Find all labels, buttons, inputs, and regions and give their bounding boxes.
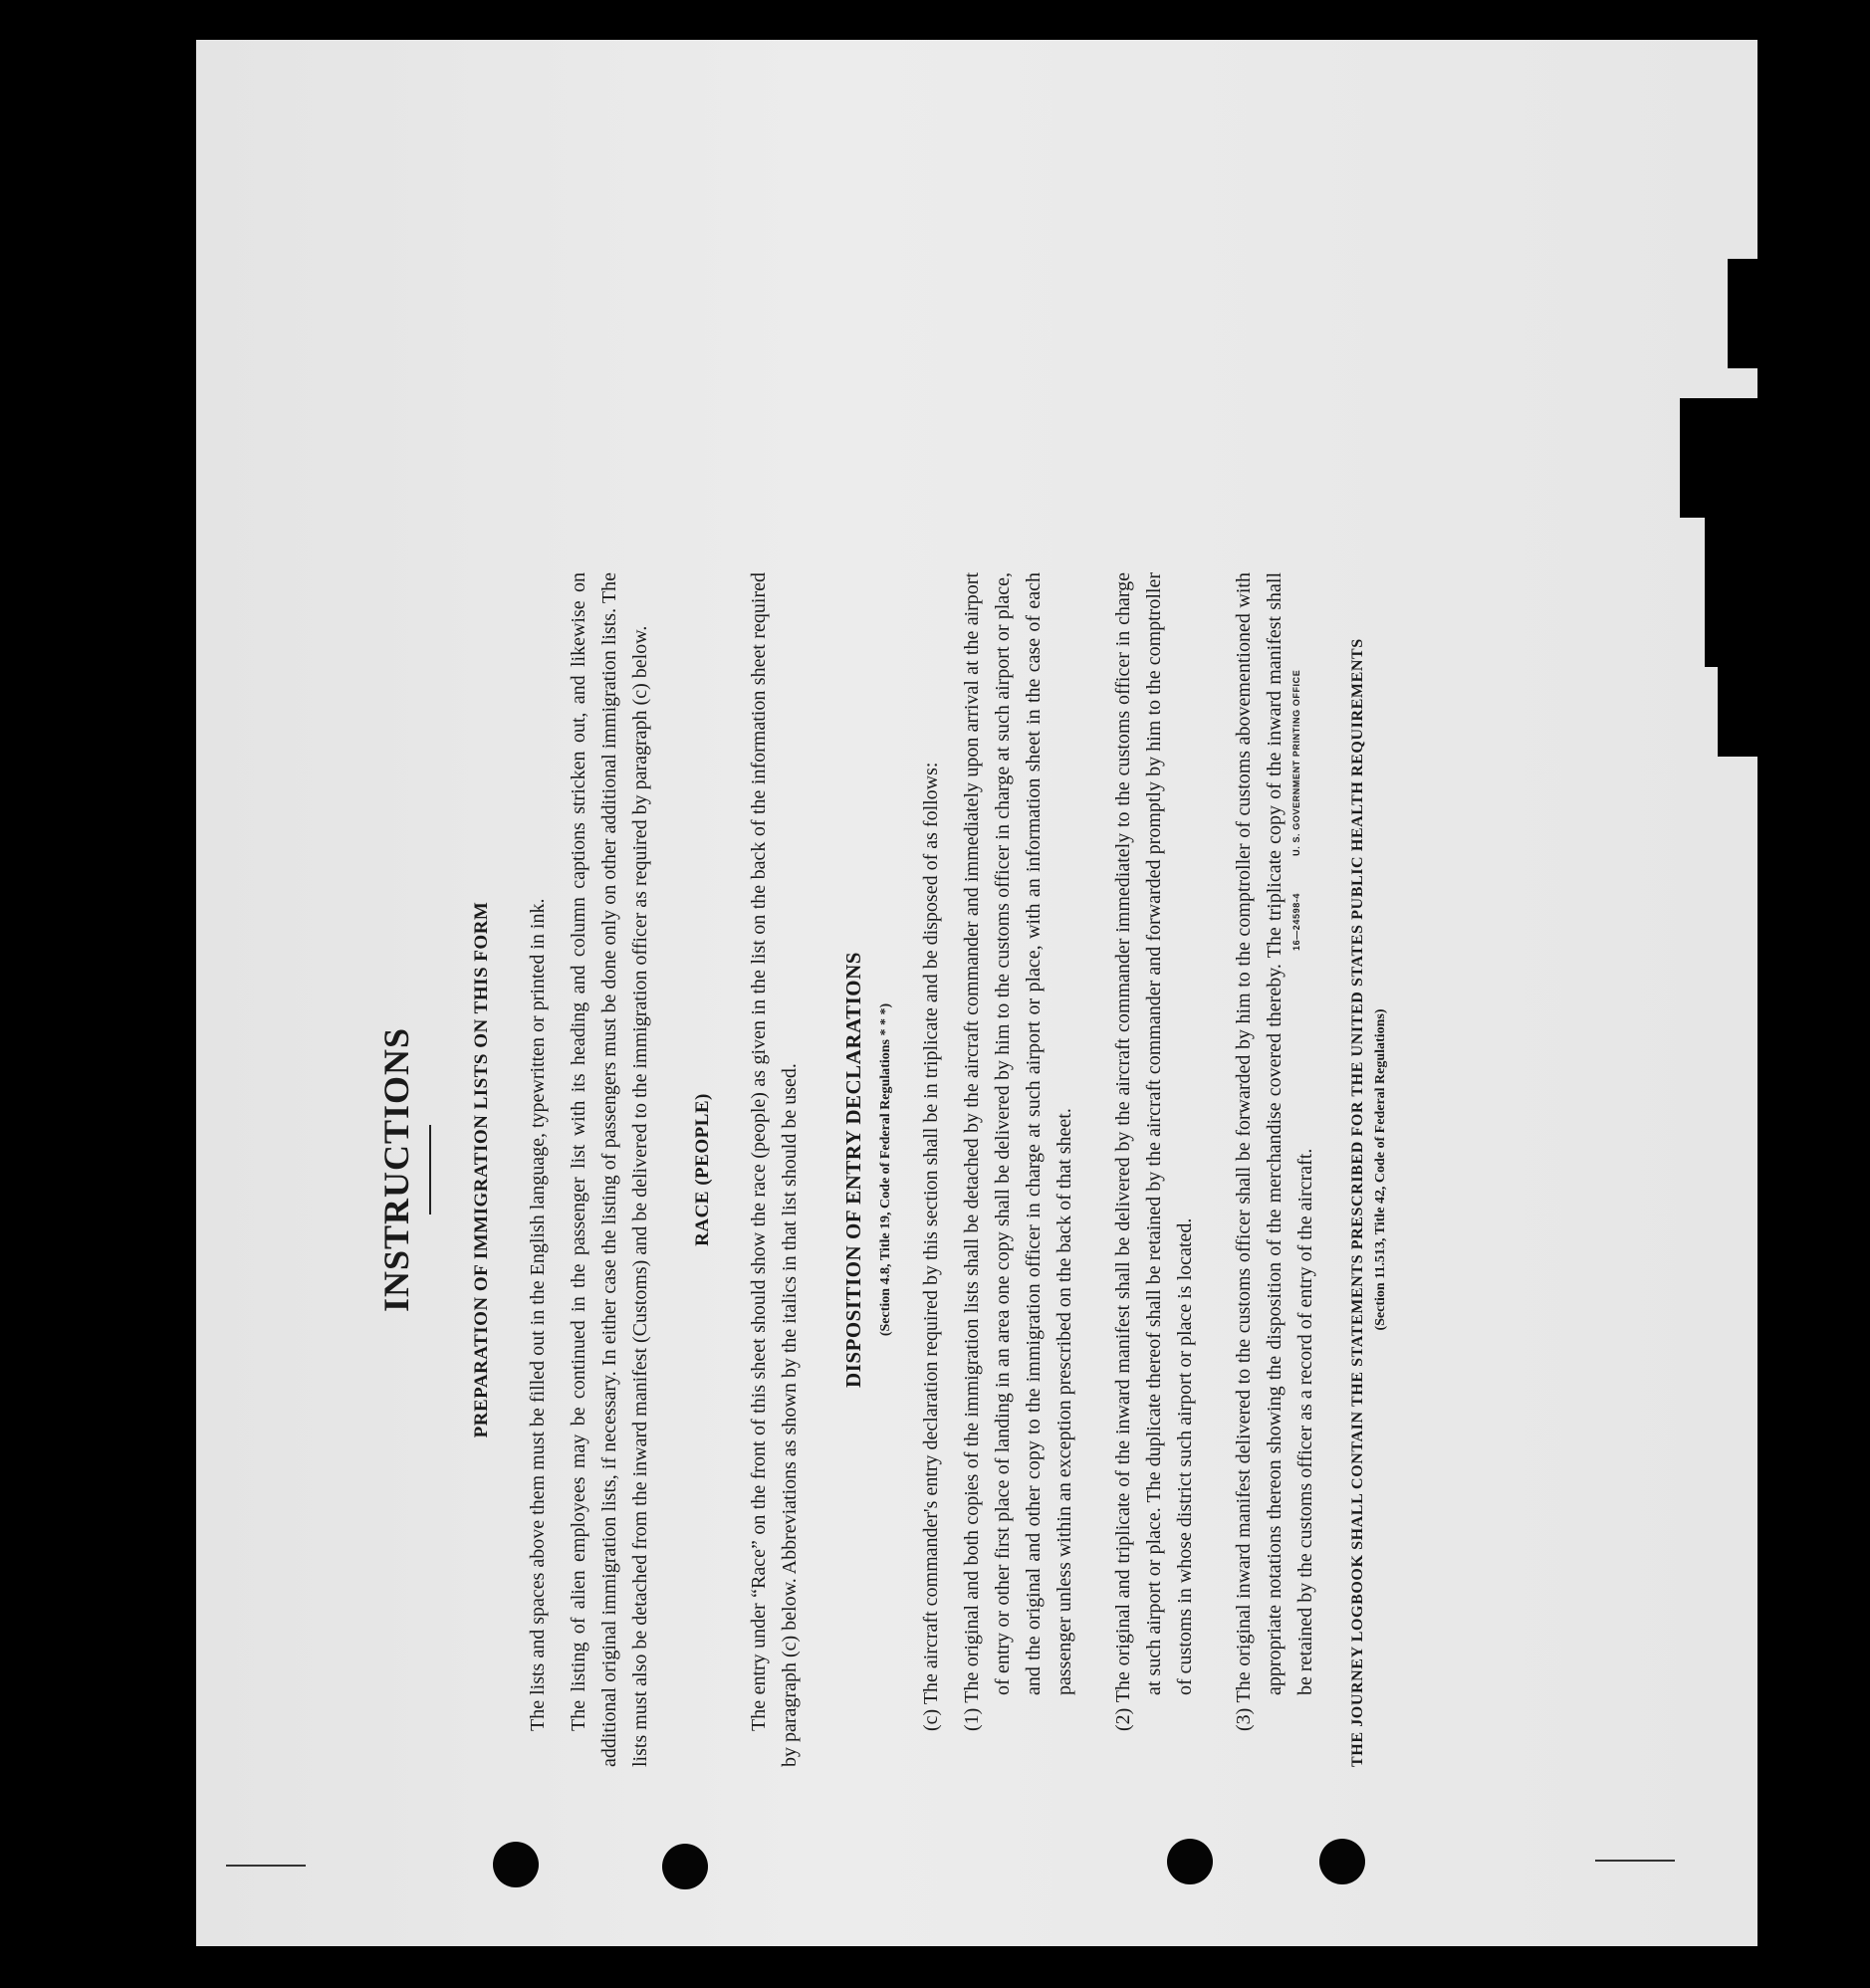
scanned-page (196, 40, 1757, 1946)
race-paragraph: The entry under “Race” on the front of this sheet should show the race (people) as given in the list on the back of the information sheet required by paragraph (c) below. Abbreviations as shown by the italics in that list should be used. (748, 572, 801, 1767)
punch-hole (1319, 1839, 1365, 1884)
disposition-item: (3) The original inward manifest delivered to the customs officer shall be forwarded by him to the comptroller of customs abovementioned with appropriate notations thereon showing the disposition of the merchandise covered thereby. The triplicate copy of the inward manifest shall be retained by the customs officer as a record of entry of the aircraft. (1233, 572, 1316, 1731)
disposition-heading: DISPOSITION OF ENTRY DECLARATIONS (841, 952, 865, 1388)
torn-edge (1718, 667, 1757, 757)
edge-mark (226, 1865, 306, 1867)
instructions-sheet (196, 40, 1757, 1946)
logbook-statement: THE JOURNEY LOGBOOK SHALL CONTAIN THE STATEMENTS PRESCRIBED FOR THE UNITED STATES PUBLIC HEALTH REQUIREMENTS (1349, 638, 1366, 1767)
printer-office: U. S. GOVERNMENT PRINTING OFFICE (1291, 669, 1301, 856)
instructions-column (375, 572, 1389, 1767)
preparation-heading: PREPARATION OF IMMIGRATION LISTS ON THIS FORM (471, 901, 492, 1438)
edge-mark (1595, 1860, 1675, 1862)
preparation-paragraph: The listing of alien employees may be continued in the passenger list with its heading and column captions stricken out, and likewise on additional original immigration lists, if necessary. In either case the listing of passengers must be done only on other additional immigration lists. The lists must also be detached from the inward manifest (Customs) and be delivered to the immigration officer as required by paragraph (c) below. (568, 572, 651, 1767)
torn-edge (1705, 518, 1757, 667)
disposition-item: (1) The original and both copies of the immigration lists shall be detached by the aircraft commander and immediately upon arrival at the airport of entry or other first place of landing in an area one copy shall be delivered by him to the customs officer in charge at such airport or place, and the original and other copy to the immigration officer in charge at such airport or place, with an information sheet in the case of each passenger unless within an exception prescribed on the back of that sheet. (961, 572, 1075, 1731)
torn-edge (1728, 259, 1757, 368)
torn-edge (1680, 398, 1757, 518)
logbook-citation: (Section 11.513, Title 42, Code of Federal Regulations) (1373, 1008, 1388, 1331)
disposition-item: (2) The original and triplicate of the inward manifest shall be delivered by the aircraft commander immediately to the customs officer in charge at such airport or place. The duplicate thereof shall be retained by the aircraft commander and forwarded promptly by him to the comptroller of customs in whose district such airport or place is located. (1112, 572, 1196, 1731)
disposition-intro: (c) The aircraft commander's entry declaration required by this section shall be in triplicate and be disposed of as follows: (920, 762, 942, 1731)
preparation-paragraph: The lists and spaces above them must be filled out in the English language, typewritten or printed in ink. (527, 898, 549, 1731)
page-title: INSTRUCTIONS (376, 1026, 416, 1313)
punch-hole (493, 1842, 539, 1887)
printer-imprint (1291, 636, 1301, 951)
printer-code: 16—24598-4 (1291, 892, 1301, 951)
punch-hole (1167, 1839, 1213, 1884)
punch-hole (662, 1844, 708, 1889)
disposition-citation: (Section 4.8, Title 19, Code of Federal Regulations * * *) (878, 1002, 893, 1337)
race-heading: RACE (PEOPLE) (692, 1093, 713, 1246)
title-rule (429, 1125, 431, 1215)
